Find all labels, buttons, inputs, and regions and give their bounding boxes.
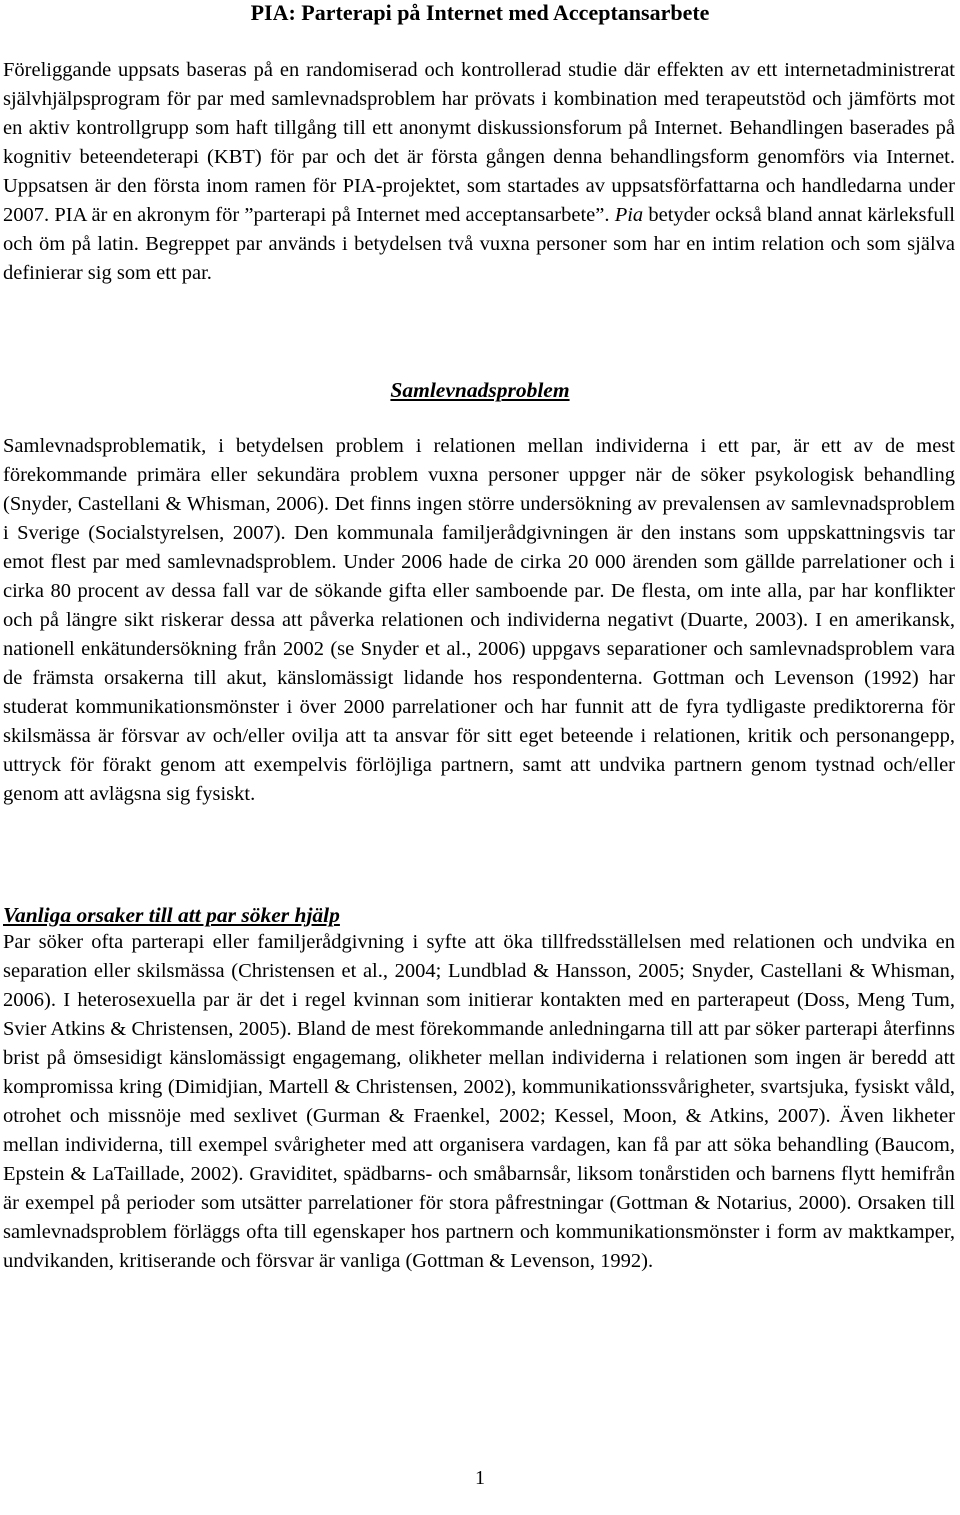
section-heading-vanliga-orsaker: Vanliga orsaker till att par söker hjälp	[3, 903, 340, 927]
section1-paragraph: Samlevnadsproblematik, i betydelsen problem i relationen mellan individerna i ett par, är ett av de mest förekommande primära eller sekundära problem vuxna personer uppger när de söker psykologisk behandling (Snyder, Castellani & Whisman, 2006). Det finns ingen större undersökning av prevalensen av samlevnadsproblem i Sverige (Socialstyrelsen, 2007). Den kommunala familjerådgivningen är den instans som uppskattningsvis tar emot flest par med samlevnadsproblem. Under 2006 hade de cirka 20 000 ärenden som gällde parrelationer och i cirka 80 procent av dessa fall var de sökande gifta eller samboende par. De flesta, om inte alla, par har konflikter och på längre sikt riskerar dessa att påverka relationen och individerna negativt (Duarte, 2003). I en amerikansk, nationell enkätundersökning från 2002 (se Snyder et al., 2006) uppgavs separationer och samlevnadsproblem vara de främsta orsakerna till akut, känslomässigt lidande hos respondenterna. Gottman och Levenson (1992) har studerat kommunikationsmönster i över 2000 parrelationer och har funnit att de fyra tydligaste prediktorerna för skilsmässa är försvar av och/eller ovilja att ta ansvar för sitt eget beteende i relationen, kritik och personangepp, uttryck för förakt genom att exempelvis förlöjliga partnern, samt att undvika partnern genom tystnad och/eller genom att avlägsna sig fysiskt.	[3, 435, 955, 805]
page-number: 1	[475, 1467, 485, 1489]
intro-paragraph	[3, 56, 955, 288]
intro-text-part1: Föreliggande uppsats baseras på en randomiserad och kontrollerad studie där effekten av ett internetadministrerat självhjälpsprogram för par med samlevnadsproblem har prövats i kombination med terapeutstöd och jämförts mot en aktiv kontrollgrupp som haft tillgång till ett anonymt diskussionsforum på Internet. Behandlingen baserades på kognitiv beteendeterapi (KBT) för par och det är första gången denna behandlingsform genomförs via Internet. Uppsatsen är den första inom ramen för PIA-projektet, som startades av uppsatsförfattarna och handledarna under 2007. PIA är en akronym för ”parterapi på Internet med acceptansarbete”.	[3, 59, 955, 226]
document-title: PIA: Parterapi på Internet med Acceptansarbete	[250, 0, 710, 25]
section-heading-samlevnadsproblem: Samlevnadsproblem	[390, 378, 570, 402]
intro-italic-word: Pia	[614, 204, 644, 226]
intro-text-part2: betyder också bland annat kärleksfull och öm på latin. Begreppet par används i betydelsen två vuxna personer som har en intim relation och som själva definierar sig som ett par.	[3, 204, 955, 284]
section2-paragraph: Par söker ofta parterapi eller familjerådgivning i syfte att öka tillfredsställelsen med relationen och undvika en separation eller skilsmässa (Christensen et al., 2004; Lundblad & Hansson, 2005; Snyder, Castellani & Whisman, 2006). I heterosexuella par är det i regel kvinnan som initierar kontakten med en parterapeut (Doss, Meng Tum, Svier Atkins & Christensen, 2005). Bland de mest förekommande anledningarna till att par söker parterapi återfinns brist på ömsesidigt känslomässigt engagemang, olikheter mellan individerna i relationen som ingen är beredd att kompromissa kring (Dimidjian, Martell & Christensen, 2002), kommunikationssvårigheter, svartsjuka, fysiskt våld, otrohet och missnöje med sexlivet (Gurman & Fraenkel, 2002; Kessel, Moon, & Atkins, 2007). Även likheter mellan individerna, till exempel svårigheter med att organisera vardagen, kan få par att söka behandling (Baucom, Epstein & LaTaillade, 2002). Graviditet, spädbarns- och småbarnsår, liksom tonårstiden och barnens flytt hemifrån är exempel på perioder som utsätter parrelationer för stora påfrestningar (Gottman & Notarius, 2000). Orsaken till samlevnadsproblem förläggs ofta till egenskaper hos partnern och kommunikationsmönster i form av maktkamper, undvikanden, kritiserande och försvar är vanliga (Gottman & Levenson, 1992).	[3, 931, 955, 1272]
